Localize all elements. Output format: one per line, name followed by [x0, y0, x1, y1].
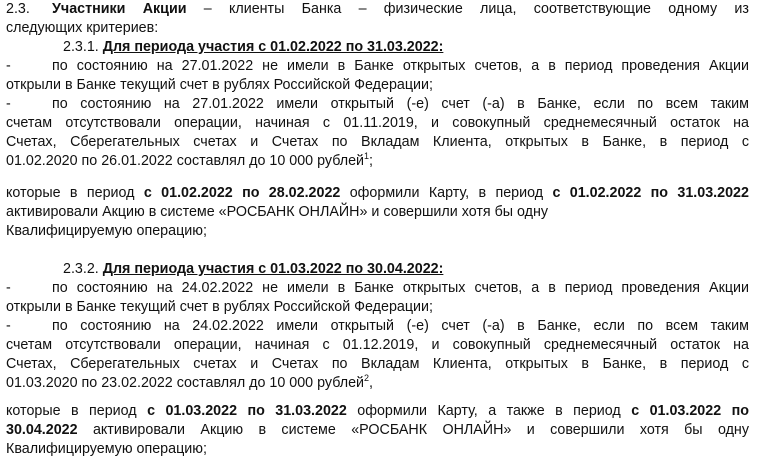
p2-item-a-line2: открыли в Банке текущий счет в рублях Российской Федерации; [6, 299, 434, 315]
p2-item-b-line2: счетам отсутствовали операции, начиная с 01.12.2019, и совокупный среднемесячный остаток на [6, 337, 749, 353]
p2-cond-mid: оформили Карту, а также в период [357, 403, 621, 419]
p2-item-b-line3: Счетах, Сберегательных счетах и Счетах по Вкладам Клиента, открытых в Банке, в период с [6, 356, 749, 372]
p2-item-b-end: 01.03.2020 по 23.02.2022 составлял до 10 000 рублей [6, 375, 365, 391]
subsection-number-1: 2.3.1. [63, 39, 99, 55]
p1-cond-date-2: с 01.02.2022 по 31.03.2022 [552, 185, 749, 201]
p2-condition-line2 [6, 421, 749, 440]
p2-item-a-line1 [6, 279, 749, 298]
section-number: 2.3. [6, 1, 30, 17]
p2-condition-line1 [6, 402, 749, 421]
section-title: Участники Акции [52, 1, 187, 17]
punct: , [369, 375, 374, 391]
p1-item-a-line2: открыли в Банке текущий счет в рублях Российской Федерации; [6, 77, 434, 93]
p2-cond-date-2: с 01.03.2022 по [631, 403, 749, 419]
p2-item-b-text: по состоянию на 24.02.2022 имели открытый (-е) счет (-а) в Банке, если по всем таким [52, 318, 749, 334]
bullet-dash: - [6, 280, 11, 296]
subsection-title-2: Для периода участия с 01.03.2022 по 30.04.2022: [102, 261, 444, 277]
section-heading-line [6, 0, 749, 19]
p2-cond-date-3: 30.04.2022 [6, 422, 78, 438]
section-intro: – клиенты Банка – физические лица, соответствующие одному из [203, 1, 749, 17]
p2-item-b-line4 [6, 374, 373, 393]
p1-item-b-line1 [6, 95, 749, 114]
p1-cond-pre: которые в период [6, 185, 135, 201]
bullet-dash: - [6, 96, 11, 112]
p2-item-a-text: по состоянию на 24.02.2022 не имели в Банке открытых счетов, а в период проведения Акции [52, 280, 749, 296]
punct: ; [369, 153, 374, 169]
p1-cond-mid: оформили Карту, в период [349, 185, 544, 201]
p1-cond-date-1: с 01.02.2022 по 28.02.2022 [143, 185, 341, 201]
bullet-dash: - [6, 318, 11, 334]
section-intro-cont: следующих критериев: [6, 20, 159, 36]
footnote-ref-2[interactable]: 2 [364, 373, 370, 384]
p1-item-b-text: по состоянию на 27.01.2022 имели открытый (-е) счет (-а) в Банке, если по всем таким [52, 96, 749, 112]
p1-condition-line3: Квалифицируемую операцию; [6, 223, 207, 239]
subsection-title-1: Для периода участия с 01.02.2022 по 31.03.2022: [102, 39, 444, 55]
p2-cond-rest: активировали Акцию в системе «РОСБАНК ОНЛАЙН» и совершили хотя бы одну [92, 422, 749, 438]
p2-cond-pre: которые в период [6, 403, 137, 419]
subsection-heading-1 [63, 38, 443, 57]
subsection-number-2: 2.3.2. [63, 261, 99, 277]
p1-item-a-text: по состоянию на 27.01.2022 не имели в Банке открытых счетов, а в период проведения Акции [52, 58, 749, 74]
p1-item-b-line4 [6, 152, 373, 171]
footnote-ref-1[interactable]: 1 [364, 151, 370, 162]
p1-item-b-line2: счетам отсутствовали операции, начиная с 01.11.2019, и совокупный среднемесячный остаток на [6, 115, 749, 131]
p1-condition-line2: активировали Акцию в системе «РОСБАНК ОНЛАЙН» и совершили хотя бы одну [6, 204, 549, 220]
p2-condition-line3: Квалифицируемую операцию; [6, 441, 207, 457]
p1-item-b-line3: Счетах, Сберегательных счетах и Счетах по Вкладам Клиента, открытых в Банке, в период с [6, 134, 749, 150]
p2-cond-date-1: с 01.03.2022 по 31.03.2022 [147, 403, 347, 419]
subsection-heading-2 [63, 260, 443, 279]
p1-condition-line1 [6, 184, 749, 203]
p1-item-b-end: 01.02.2020 по 26.01.2022 составлял до 10 000 рублей [6, 153, 365, 169]
p1-item-a-line1 [6, 57, 749, 76]
p2-item-b-line1 [6, 317, 749, 336]
bullet-dash: - [6, 58, 11, 74]
